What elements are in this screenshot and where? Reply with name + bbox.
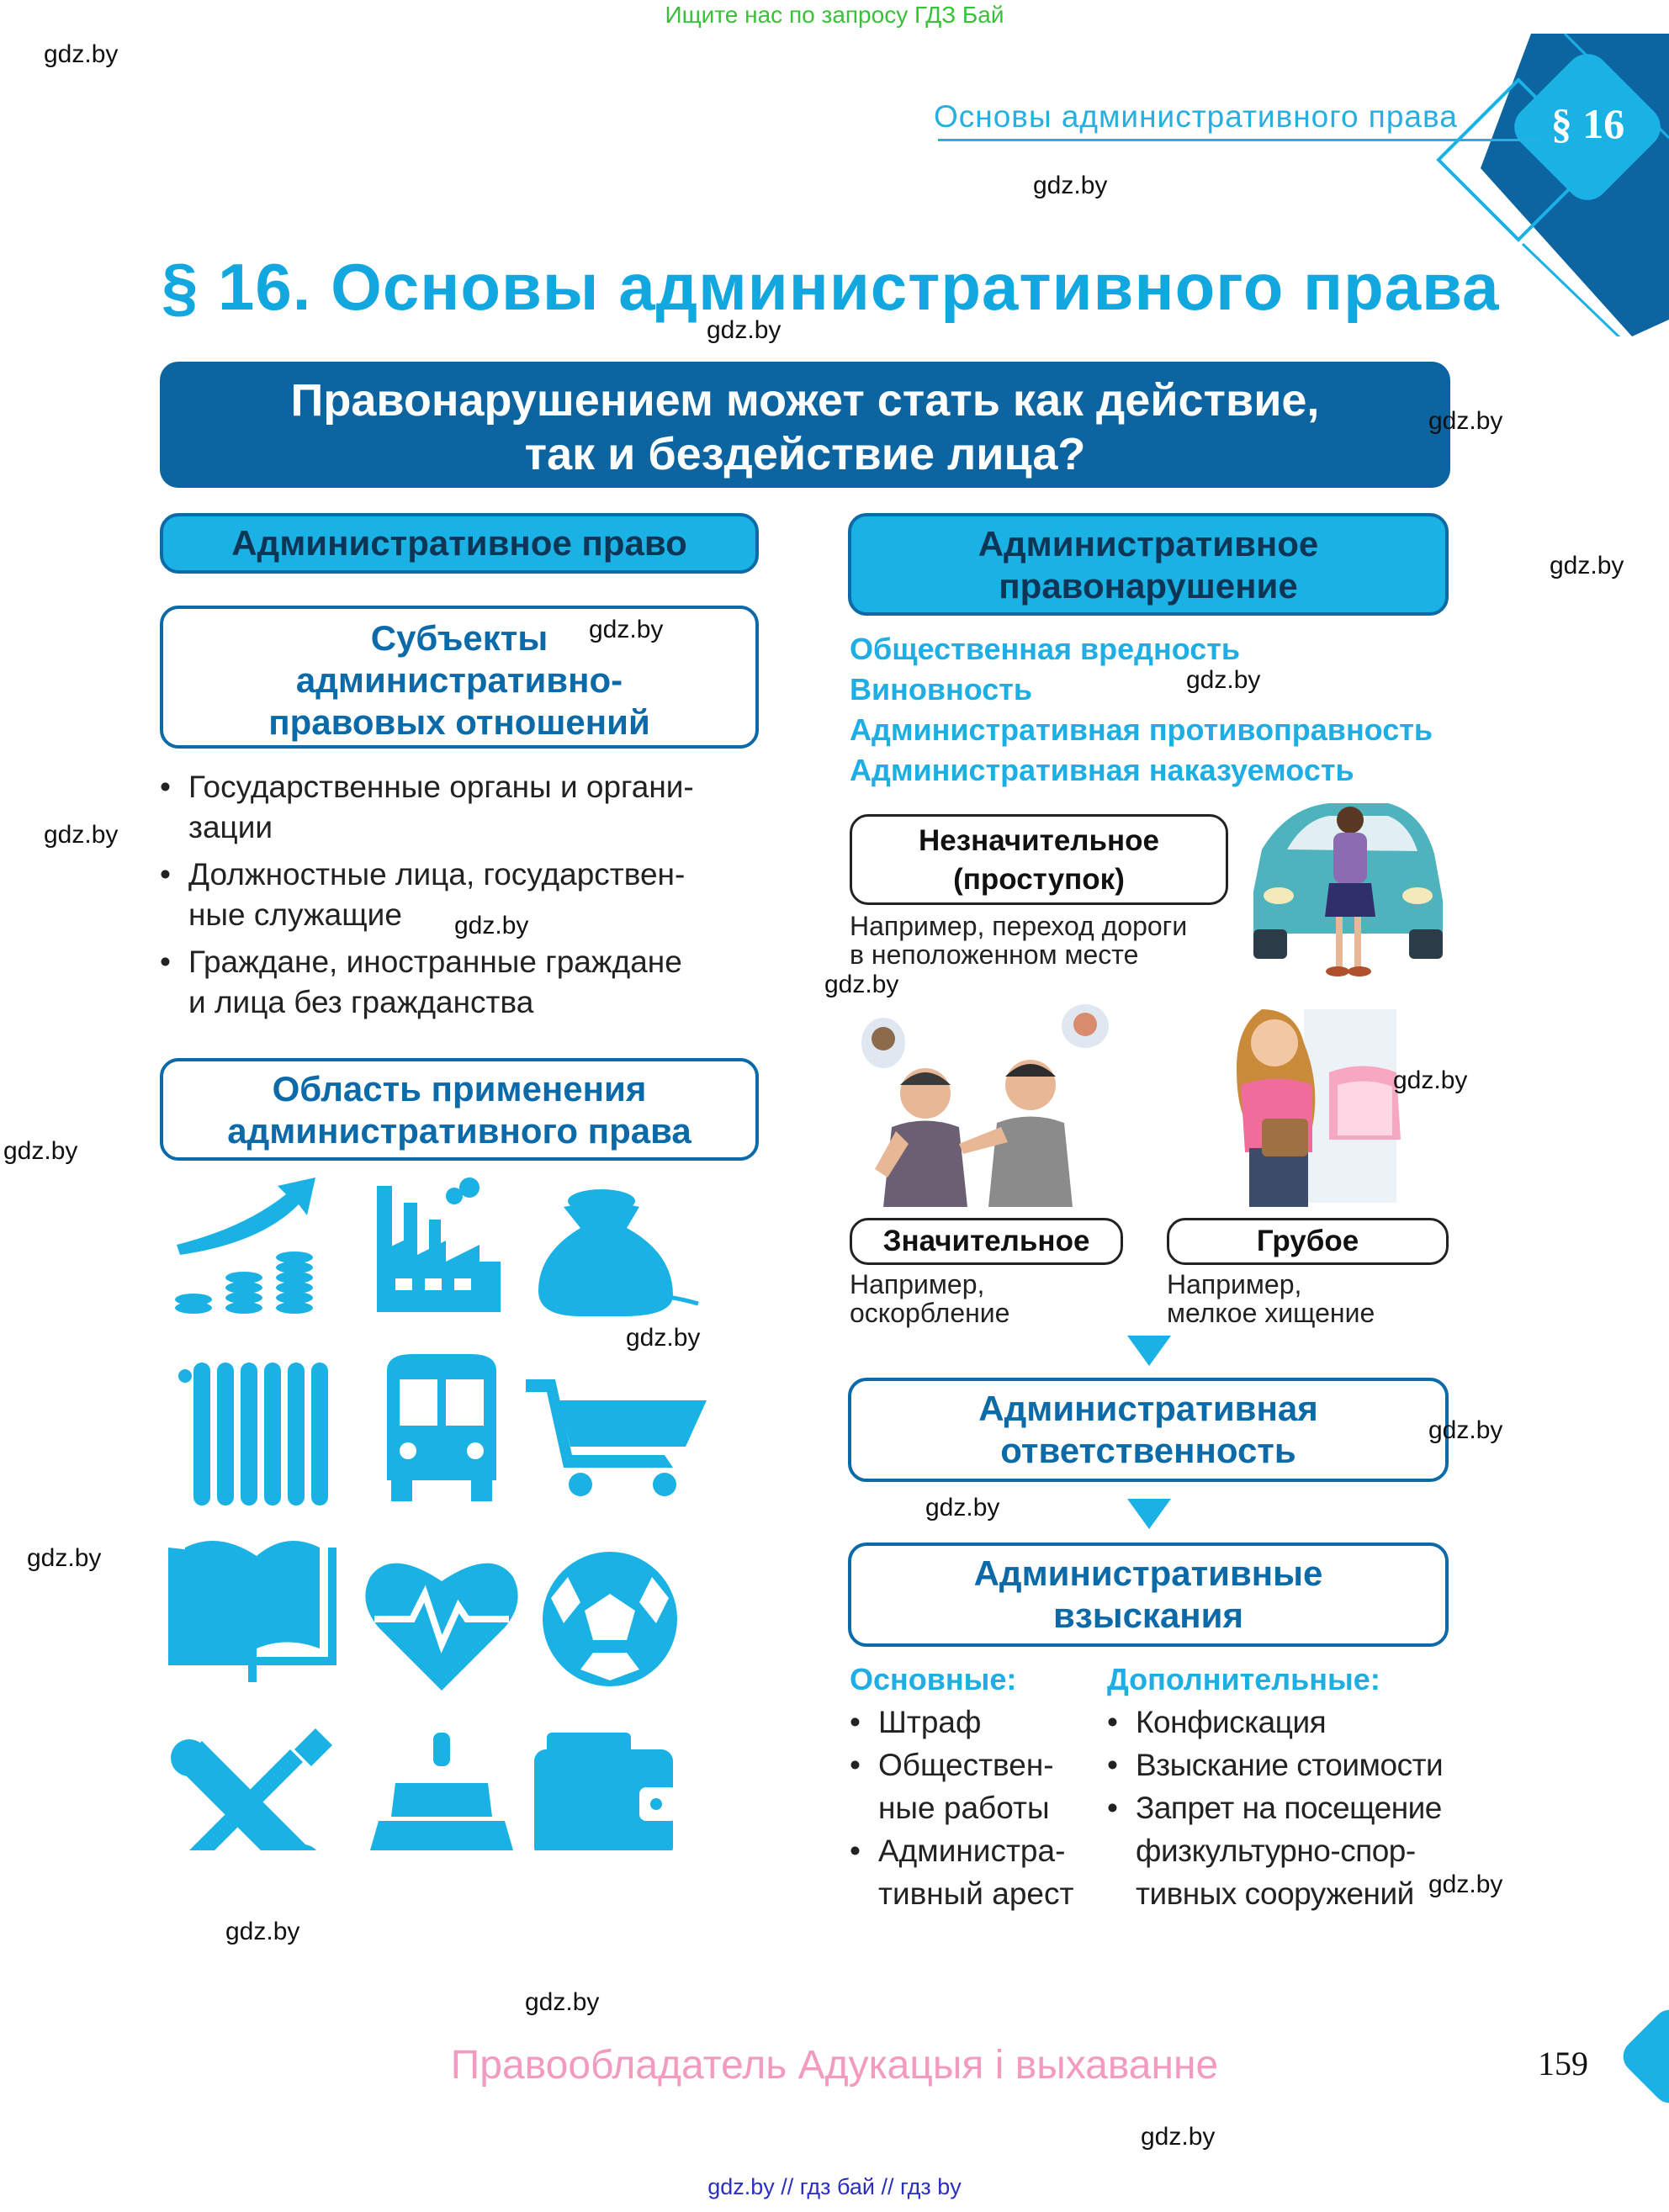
offense-line-1: Административное	[978, 524, 1319, 564]
watermark: gdz.by	[925, 1494, 1000, 1521]
list-item-line: ные работы	[878, 1791, 1050, 1825]
grain-sack-icon	[538, 1189, 698, 1316]
radiator-icon	[178, 1363, 328, 1506]
subjects-line-2: административно-	[295, 660, 623, 700]
gross-example-line-1: Например,	[1167, 1269, 1302, 1299]
list-item-line: ные служащие	[188, 897, 402, 932]
soccer-ball-icon	[543, 1552, 677, 1686]
book-icon	[168, 1541, 336, 1682]
shopping-cart-icon	[526, 1379, 707, 1496]
list-item-line: • Должностные лица, государствен-	[188, 857, 686, 892]
watermark: gdz.by	[525, 1988, 600, 2016]
feature-item: Административная наказуемость	[850, 753, 1354, 787]
subjects-line-3: правовых отношений	[268, 702, 650, 742]
list-item-line: • Администра-	[878, 1834, 1066, 1868]
list-item-line: тивный арест	[878, 1876, 1074, 1911]
footer-links[interactable]: gdz.by // гдз бай // гдз by	[707, 2174, 962, 2199]
page-number: 159	[1538, 2045, 1588, 2082]
list-item-line: и лица без гражданства	[188, 985, 534, 1019]
liability-box	[848, 1378, 1449, 1482]
running-title: Основы административного права	[934, 99, 1458, 134]
watermark: gdz.by	[44, 821, 119, 849]
watermark: gdz.by	[824, 971, 899, 998]
watermark: gdz.by	[225, 1918, 300, 1945]
watermark: gdz.by	[1428, 407, 1503, 435]
question-line-1: Правонарушением может стать как действие,	[290, 375, 1320, 426]
main-penalties-list	[850, 1701, 1094, 1915]
theft-illustration	[1203, 992, 1413, 1207]
minor-line-1: Незначительное	[918, 824, 1160, 857]
liability-line-1: Административная	[978, 1389, 1318, 1428]
growth-chart-icon	[175, 1177, 315, 1314]
scope-box	[160, 1058, 759, 1161]
factory-icon	[377, 1177, 501, 1312]
minor-line-2: (проступок)	[953, 863, 1125, 896]
page-title: § 16. Основы административного права	[162, 250, 1500, 324]
subjects-line-1: Субъекты	[370, 618, 548, 658]
gross-example-line-2: мелкое хищение	[1167, 1298, 1375, 1328]
heart-pulse-icon	[365, 1564, 517, 1691]
gross-example	[1167, 1270, 1375, 1327]
watermark: gdz.by	[1550, 552, 1624, 579]
offense-line-2: правонарушение	[999, 566, 1298, 606]
list-item-line: • Государственные органы и органи-	[188, 770, 694, 804]
scope-line-1: Область применения	[272, 1069, 647, 1109]
car-girl-illustration	[1237, 791, 1447, 988]
scope-icons-grid	[168, 1177, 749, 1850]
section-badge: § 16	[1550, 100, 1625, 147]
liability-line-2: ответственность	[1000, 1431, 1296, 1470]
watermark: gdz.by	[27, 1544, 102, 1572]
watermark: gdz.by	[454, 912, 529, 939]
minor-example-line-1: Например, переход дороги	[850, 911, 1188, 941]
insult-illustration	[850, 1001, 1136, 1207]
significant-offense-box: Значительное	[850, 1218, 1123, 1265]
list-item-line: зации	[188, 810, 273, 844]
offense-box	[848, 513, 1449, 616]
list-item-line: • Граждане, иностранные граждане	[188, 945, 682, 979]
watermark: gdz.by	[1033, 172, 1108, 199]
list-item	[160, 942, 759, 1023]
watermark: gdz.by	[1186, 666, 1261, 694]
wallet-icon	[534, 1733, 677, 1850]
offense-features	[850, 629, 1433, 791]
list-item	[850, 1701, 1094, 1744]
question-banner	[160, 362, 1450, 488]
gross-offense-box: Грубое	[1167, 1218, 1449, 1265]
list-item-line: • Конфискация	[1136, 1705, 1327, 1739]
list-item	[850, 1829, 1094, 1915]
feature-item: Общественная вредность	[850, 632, 1241, 666]
watermark: gdz.by	[707, 316, 782, 344]
significant-example-line-1: Например,	[850, 1269, 985, 1299]
feature-item: Виновность	[850, 672, 1033, 706]
chevron-down-icon	[1127, 1336, 1171, 1366]
watermark: gdz.by	[1428, 1871, 1503, 1898]
watermark: gdz.by	[44, 40, 119, 68]
list-item	[1107, 1744, 1460, 1786]
list-item-line: • Взыскание стоимости	[1136, 1748, 1444, 1782]
question-line-2: так и бездействие лица?	[524, 429, 1086, 479]
admin-law-box: Административное право	[160, 513, 759, 574]
feature-item: Административная противоправность	[850, 712, 1433, 747]
extra-penalties-list	[1107, 1701, 1460, 1915]
minor-offense-box	[850, 814, 1228, 905]
search-hint-banner[interactable]: Ищите нас по запросу ГДЗ Бай	[665, 2, 1004, 28]
list-item-line: тивных сооружений	[1136, 1876, 1414, 1911]
watermark: gdz.by	[1428, 1416, 1503, 1444]
minor-example-line-2: в неположенном месте	[850, 939, 1139, 970]
extra-penalties-heading: Дополнительные:	[1107, 1662, 1380, 1696]
penalties-line-2: взыскания	[1053, 1595, 1243, 1635]
list-item	[160, 767, 759, 848]
tank-icon	[370, 1733, 513, 1850]
watermark: gdz.by	[589, 616, 664, 643]
significant-example-line-2: оскорбление	[850, 1298, 1010, 1328]
list-item	[850, 1744, 1094, 1829]
scope-line-2: административного права	[227, 1111, 691, 1151]
watermark: gdz.by	[626, 1324, 701, 1352]
significant-example	[850, 1270, 1009, 1327]
penalties-line-1: Административные	[973, 1553, 1323, 1593]
list-item-line: физкультурно-спор-	[1136, 1834, 1416, 1868]
list-item-line: • Запрет на посещение	[1136, 1791, 1442, 1825]
subjects-list	[160, 767, 759, 1023]
copyright-holder: Правообладатель Адукацыя і выхаванне	[450, 2043, 1219, 2088]
list-item-line: • Обществен-	[878, 1748, 1054, 1782]
chevron-down-icon	[1127, 1499, 1171, 1529]
minor-example	[850, 912, 1187, 969]
watermark: gdz.by	[1393, 1066, 1468, 1094]
watermark: gdz.by	[3, 1137, 78, 1165]
list-item	[1107, 1786, 1460, 1915]
list-item	[1107, 1701, 1460, 1744]
tools-icon	[171, 1728, 332, 1850]
watermark: gdz.by	[1141, 2123, 1216, 2151]
running-title-underline	[938, 139, 1539, 141]
main-penalties-heading: Основные:	[850, 1662, 1017, 1696]
penalties-box	[848, 1543, 1449, 1647]
bus-icon	[387, 1354, 496, 1501]
list-item-line: • Штраф	[878, 1705, 982, 1739]
subjects-box	[160, 606, 759, 749]
